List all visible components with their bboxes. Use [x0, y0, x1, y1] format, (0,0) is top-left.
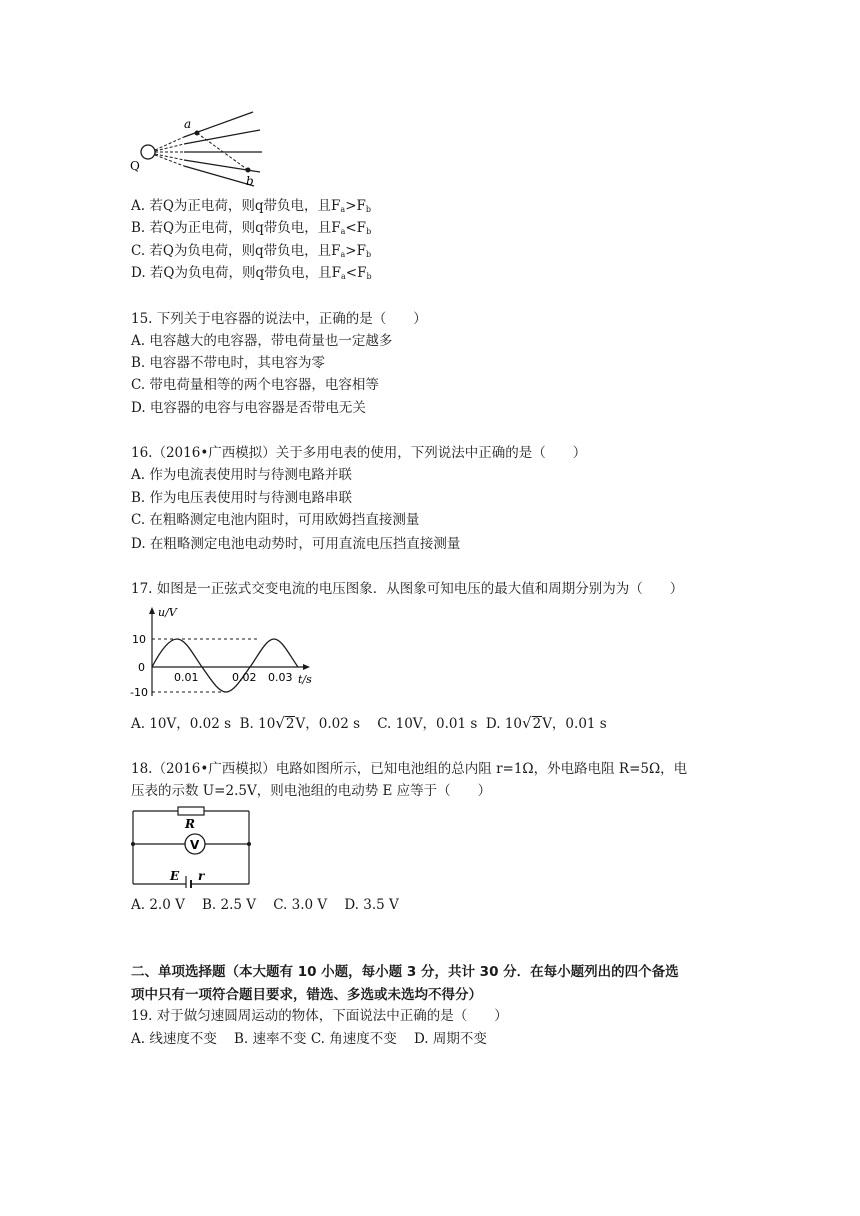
q18-label-e: E: [170, 869, 180, 883]
q18-label-voltmeter: V: [190, 838, 200, 852]
q17-ytick-neg10: -10: [130, 686, 148, 699]
q16-option-a: A. 作为电流表使用时与待测电路并联: [131, 467, 352, 483]
q15-stem: 15. 下列关于电容器的说法中，正确的是（ ）: [131, 311, 427, 327]
q18-label-small-r: r: [198, 869, 205, 883]
q17-option-b-pre: B. 10: [239, 716, 276, 732]
q15-option-b: B. 电容器不带电时，其电容为零: [131, 355, 326, 371]
q17-option-d-rad: 2: [532, 716, 542, 732]
q16-stem: 16.（2016•广西模拟）关于多用电表的使用，下列说法中正确的是（ ）: [131, 445, 587, 461]
q17-ytick-10: 10: [132, 633, 146, 646]
q17-voltage-graph: [128, 604, 318, 700]
q17-ytick-0: 0: [138, 661, 145, 674]
q19-option-b: B. 速率不变: [234, 1031, 307, 1047]
q14-option-c: C. 若Q为负电荷，则q带负电，且$F_a>F_b$: [131, 243, 372, 259]
q16-option-d: D. 在粗略测定电池电动势时，可用直流电压挡直接测量: [131, 536, 461, 552]
q18-option-c: C. 3.0 V: [273, 897, 328, 913]
q15-option-c: C. 带电荷量相等的两个电容器，电容相等: [131, 377, 379, 393]
q19-option-c: C. 角速度不变: [310, 1031, 397, 1047]
q14-field-figure: [128, 108, 268, 188]
q17-stem: 17. 如图是一正弦式交变电流的电压图象．从图象可知电压的最大值和周期分别为为（ ）: [131, 581, 684, 597]
q14-option-b: B. 若Q为正电荷，则q带负电，且$F_a<F_b$: [131, 220, 372, 236]
q18-label-r-resistor: R: [185, 817, 195, 831]
q17-xtick-001: 0.01: [174, 671, 199, 684]
q19-option-d: D. 周期不变: [413, 1031, 487, 1047]
q17-option-d-pre: D. 10: [485, 716, 523, 732]
q19-stem: 19. 对于做匀速圆周运动的物体，下面说法中正确的是（ ）: [131, 1008, 508, 1024]
q15-option-a: A. 电容越大的电容器，带电荷量也一定越多: [131, 333, 393, 349]
q14-label-a: a: [184, 117, 192, 131]
q16-option-b: B. 作为电压表使用时与待测电路串联: [131, 490, 353, 506]
q16-option-c: C. 在粗略测定电池内阻时，可用欧姆挡直接测量: [131, 512, 420, 528]
q17-option-b-rad: 2: [285, 716, 295, 732]
q17-ylabel: u/V: [158, 606, 177, 619]
q19-options: [131, 1029, 487, 1049]
q17-option-d-post: V，0.01 s: [542, 716, 607, 732]
q18-circuit-diagram: [128, 806, 254, 888]
q17-options: A. 10V，0.02 s B. 10√2V，0.02 s C. 10V，0.01 s D. 10√2V，0.01 s: [131, 714, 607, 732]
q14-label-b: b: [246, 174, 254, 188]
q17-xtick-002: 0.02: [232, 671, 257, 684]
q17-xlabel: t/s: [298, 673, 312, 686]
q18-stem-line2: 压表的示数 U=2.5V，则电池组的电动势 E 应等于（ ）: [131, 783, 492, 799]
q18-option-d: D. 3.5 V: [344, 897, 399, 913]
q14-label-q: Q: [130, 159, 140, 173]
section2-heading-line2: 项中只有一项符合题目要求，错选、多选或未选均不得分）: [131, 987, 482, 1003]
q14-option-a: A. 若Q为正电荷，则q带负电，且$F_a>F_b$: [131, 198, 372, 214]
q17-option-c: C. 10V，0.01 s: [377, 716, 478, 732]
q15-option-d: D. 电容器的电容与电容器是否带电无关: [131, 400, 366, 416]
q14-option-d: D. 若Q为负电荷，则q带负电，且$F_a<F_b$: [131, 265, 372, 281]
q17-sine-curve: [152, 639, 298, 692]
q18-options: [131, 895, 399, 915]
q18-option-b: B. 2.5 V: [202, 897, 257, 913]
q17-option-a: A. 10V，0.02 s: [131, 716, 232, 732]
q17-option-b-post: V，0.02 s: [295, 716, 361, 732]
section2-heading-line1: 二、单项选择题（本大题有 10 小题，每小题 3 分，共计 30 分．在每小题列出的四个备选: [131, 964, 679, 980]
q18-option-a: A. 2.0 V: [131, 897, 185, 913]
q19-option-a: A. 线速度不变: [131, 1031, 217, 1047]
q18-stem-line1: 18.（2016•广西模拟）电路如图所示，已知电池组的总内阻 r=1Ω，外电路电阻 R=5Ω，电: [131, 761, 688, 777]
q17-xtick-003: 0.03: [268, 671, 293, 684]
